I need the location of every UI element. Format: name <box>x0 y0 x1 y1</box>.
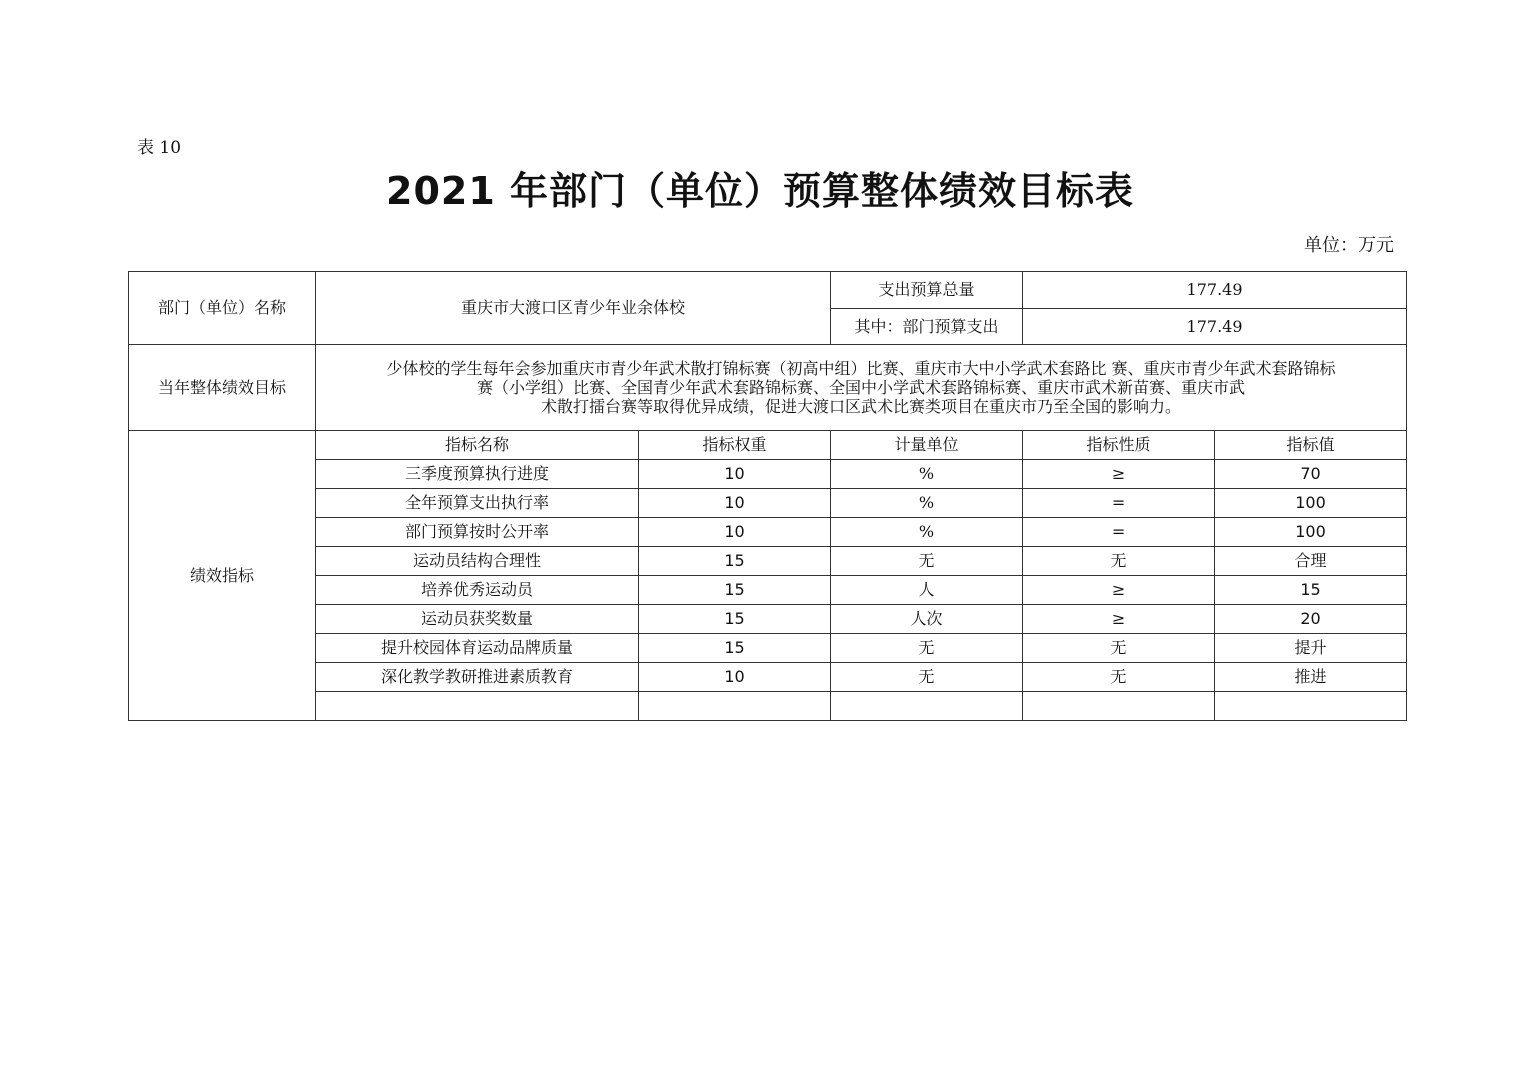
page-title: 2021 年部门（单位）预算整体绩效目标表 <box>386 169 1134 213</box>
header-indicator-name: 指标名称 <box>316 431 639 460</box>
indicator-nature: 无 <box>1023 663 1215 692</box>
dept-name-value: 重庆市大渡口区青少年业余体校 <box>316 272 831 345</box>
indicator-weight: 10 <box>639 663 831 692</box>
indicator-name: 运动员获奖数量 <box>316 605 639 634</box>
indicator-weight <box>639 692 831 721</box>
dept-budget-value: 177.49 <box>1023 309 1407 345</box>
goal-line: 少体校的学生每年会参加重庆市青少年武术散打锦标赛（初高中组）比赛、重庆市大中小学武术套路比 赛、重庆市青少年武术套路锦标 <box>386 358 1336 378</box>
indicator-nature: = <box>1023 489 1215 518</box>
indicator-weight: 10 <box>639 460 831 489</box>
indicator-name: 三季度预算执行进度 <box>316 460 639 489</box>
indicator-row <box>129 547 1407 576</box>
indicator-nature: 无 <box>1023 547 1215 576</box>
indicator-nature: 无 <box>1023 634 1215 663</box>
total-budget-value: 177.49 <box>1023 272 1407 309</box>
indicator-nature: ≥ <box>1023 605 1215 634</box>
indicator-value: 合理 <box>1215 547 1407 576</box>
goal-row <box>129 345 1407 431</box>
indicator-value: 70 <box>1215 460 1407 489</box>
indicator-weight: 15 <box>639 605 831 634</box>
indicator-value: 100 <box>1215 489 1407 518</box>
indicator-row <box>129 634 1407 663</box>
header-unit: 计量单位 <box>831 431 1023 460</box>
dept-row-total <box>129 272 1407 309</box>
dept-name-label: 部门（单位）名称 <box>129 272 316 345</box>
goal-line: 术散打擂台赛等取得优异成绩，促进大渡口区武术比赛类项目在重庆市乃至全国的影响力。 <box>541 397 1182 417</box>
header-weight: 指标权重 <box>639 431 831 460</box>
indicator-row <box>129 605 1407 634</box>
indicator-unit: 无 <box>831 547 1023 576</box>
goal-line: 赛（小学组）比赛、全国青少年武术套路锦标赛、全国中小学武术套路锦标赛、重庆市武术新苗赛、重庆市武 <box>477 377 1246 397</box>
indicator-unit: % <box>831 460 1023 489</box>
indicator-nature: = <box>1023 518 1215 547</box>
indicator-name: 部门预算按时公开率 <box>316 518 639 547</box>
indicator-nature: ≥ <box>1023 460 1215 489</box>
total-budget-label: 支出预算总量 <box>831 272 1023 309</box>
indicator-weight: 10 <box>639 489 831 518</box>
indicator-weight: 15 <box>639 547 831 576</box>
indicator-row <box>129 518 1407 547</box>
indicator-name: 提升校园体育运动品牌质量 <box>316 634 639 663</box>
dept-budget-label: 其中：部门预算支出 <box>831 309 1023 345</box>
header-value: 指标值 <box>1215 431 1407 460</box>
indicator-unit <box>831 692 1023 721</box>
indicator-name: 运动员结构合理性 <box>316 547 639 576</box>
indicator-value: 100 <box>1215 518 1407 547</box>
indicator-weight: 15 <box>639 576 831 605</box>
indicator-name <box>316 692 639 721</box>
indicator-value: 提升 <box>1215 634 1407 663</box>
table-number: 表 10 <box>137 138 182 158</box>
indicator-name: 全年预算支出执行率 <box>316 489 639 518</box>
indicator-name: 培养优秀运动员 <box>316 576 639 605</box>
indicator-nature <box>1023 692 1215 721</box>
indicator-weight: 15 <box>639 634 831 663</box>
indicator-value <box>1215 692 1407 721</box>
goal-text <box>316 345 1407 431</box>
indicator-weight: 10 <box>639 518 831 547</box>
indicator-unit: 无 <box>831 634 1023 663</box>
indicator-unit: % <box>831 489 1023 518</box>
goal-label: 当年整体绩效目标 <box>129 345 316 431</box>
indicator-name: 深化教学教研推进素质教育 <box>316 663 639 692</box>
header-nature: 指标性质 <box>1023 431 1215 460</box>
indicator-value: 20 <box>1215 605 1407 634</box>
indicator-row-empty <box>129 692 1407 721</box>
indicator-row <box>129 576 1407 605</box>
indicators-label: 绩效指标 <box>129 431 316 721</box>
performance-target-table <box>128 271 1407 721</box>
indicator-unit: 无 <box>831 663 1023 692</box>
indicator-value: 推进 <box>1215 663 1407 692</box>
unit-note: 单位：万元 <box>1304 235 1394 256</box>
indicator-unit: 人 <box>831 576 1023 605</box>
indicator-unit: 人次 <box>831 605 1023 634</box>
indicator-header-row <box>129 431 1407 460</box>
indicator-row <box>129 460 1407 489</box>
indicator-row <box>129 663 1407 692</box>
indicator-row <box>129 489 1407 518</box>
indicator-nature: ≥ <box>1023 576 1215 605</box>
indicator-unit: % <box>831 518 1023 547</box>
indicator-value: 15 <box>1215 576 1407 605</box>
